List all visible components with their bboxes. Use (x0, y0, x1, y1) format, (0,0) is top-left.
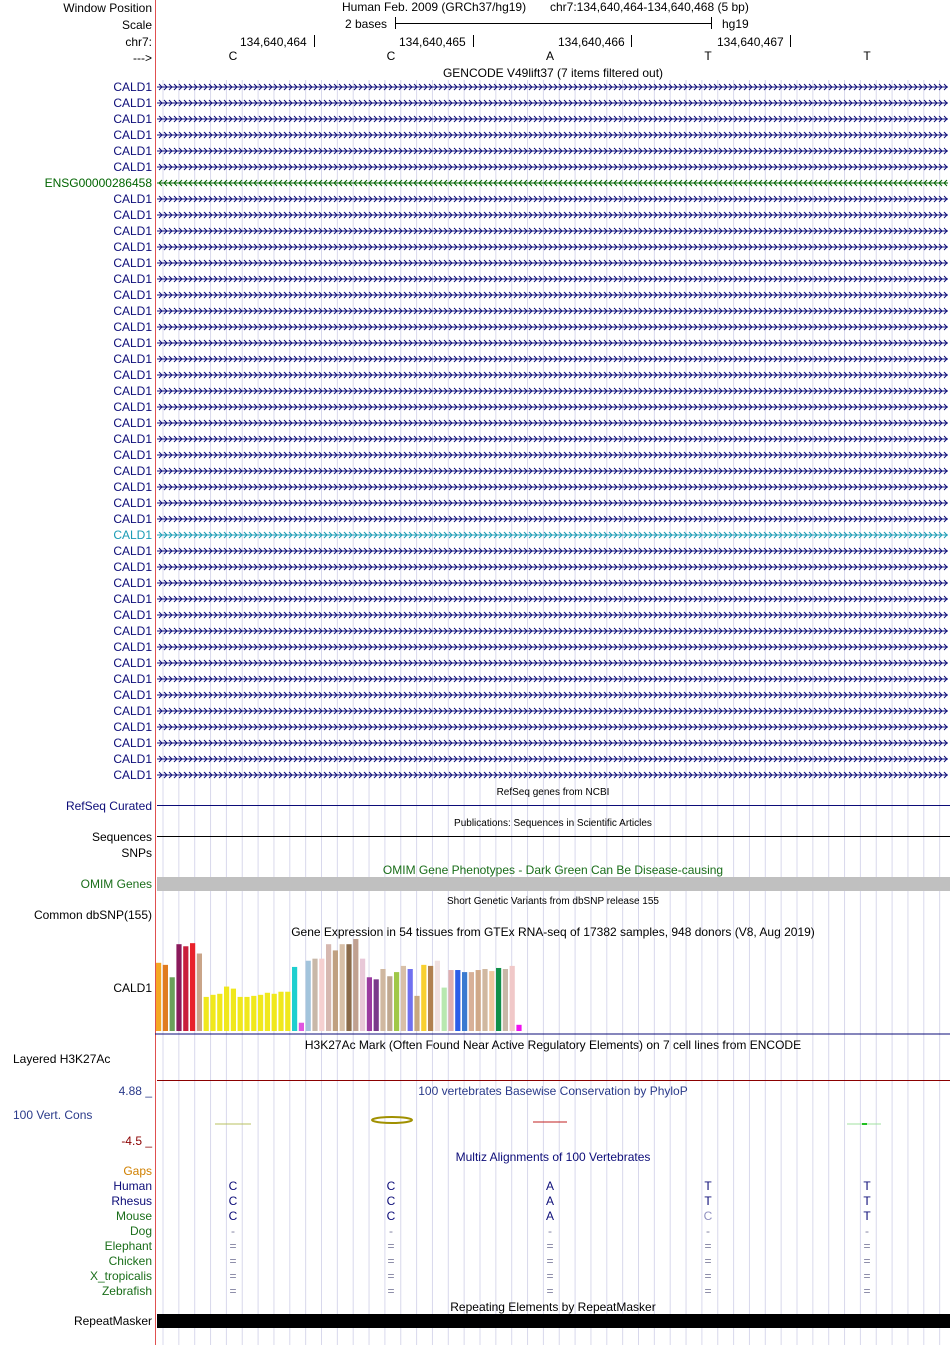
dbsnp-label[interactable]: Common dbSNP(155) (33, 908, 152, 922)
gencode-row-feature[interactable] (157, 594, 948, 604)
gtex-bar[interactable] (374, 979, 379, 1031)
refseq-track-title[interactable]: RefSeq genes from NCBI (496, 787, 610, 798)
multiz-base: = (546, 1284, 554, 1298)
gencode-row-label[interactable]: CALD1 (113, 240, 152, 254)
phylop-max: 4.88 _ (118, 1084, 152, 1098)
gencode-row-feature[interactable] (157, 610, 948, 620)
gtex-bar[interactable] (482, 969, 487, 1031)
multiz-base: T (863, 1179, 871, 1193)
multiz-base: C (703, 1209, 713, 1223)
ref-base-1: C (228, 49, 238, 63)
gtex-bar-chart[interactable] (155, 938, 950, 1035)
gencode-row-label[interactable]: CALD1 (113, 528, 152, 542)
omim-label[interactable]: OMIM Genes (80, 877, 152, 891)
gencode-row-label[interactable]: CALD1 (113, 80, 152, 94)
gtex-bar[interactable] (272, 994, 277, 1031)
gtex-bar[interactable] (244, 997, 249, 1031)
gtex-bar[interactable] (414, 996, 419, 1031)
gencode-row-feature[interactable] (157, 290, 948, 300)
gtex-bar[interactable] (326, 944, 331, 1031)
gencode-row-feature[interactable] (157, 690, 948, 700)
gencode-row-feature[interactable] (157, 370, 948, 380)
gencode-row-feature[interactable] (157, 162, 948, 172)
multiz-base: = (546, 1254, 554, 1268)
gtex-bar[interactable] (238, 997, 243, 1031)
gtex-bar[interactable] (503, 969, 508, 1031)
gencode-row-feature[interactable] (157, 626, 948, 636)
gencode-track-title[interactable]: GENCODE V49lift37 (7 items filtered out) (442, 66, 664, 80)
gencode-row-feature[interactable] (157, 322, 948, 332)
multiz-base: = (863, 1254, 871, 1268)
gencode-row-label[interactable]: CALD1 (113, 368, 152, 382)
gencode-row-label[interactable]: CALD1 (113, 608, 152, 622)
assembly-title: Human Feb. 2009 (GRCh37/hg19) (342, 0, 527, 14)
gencode-row-feature[interactable] (157, 402, 948, 412)
gtex-bar[interactable] (421, 965, 426, 1031)
gtex-bar[interactable] (163, 965, 168, 1031)
multiz-base: C (386, 1209, 396, 1223)
gencode-row-label[interactable]: CALD1 (113, 672, 152, 686)
gencode-row-label[interactable]: CALD1 (113, 688, 152, 702)
gtex-bar[interactable] (217, 994, 222, 1031)
multiz-base: - (865, 1224, 869, 1238)
scale-bar-right (711, 17, 712, 29)
dbsnp-track-title[interactable]: Short Genetic Variants from dbSNP release 155 (447, 896, 659, 907)
gencode-row-feature[interactable] (157, 338, 948, 348)
multiz-base: = (546, 1239, 554, 1253)
gencode-row-feature[interactable] (157, 82, 948, 92)
gtex-bar[interactable] (408, 969, 413, 1031)
gencode-row-label[interactable]: CALD1 (113, 320, 152, 334)
multiz-base: C (386, 1194, 396, 1208)
multiz-base: A (545, 1194, 554, 1208)
gencode-row-feature[interactable] (157, 706, 948, 716)
gencode-row-label[interactable]: CALD1 (113, 384, 152, 398)
gencode-row-label[interactable]: CALD1 (113, 272, 152, 286)
gtex-bar[interactable] (265, 993, 270, 1031)
phylop-plot[interactable] (155, 1110, 950, 1132)
gencode-row-feature[interactable] (157, 306, 948, 316)
gtex-bar[interactable] (156, 963, 161, 1031)
multiz-base: = (387, 1254, 395, 1268)
multiz-species-label[interactable]: Mouse (115, 1209, 152, 1223)
multiz-species-label[interactable]: Rhesus (111, 1194, 152, 1208)
gencode-row-feature[interactable] (157, 418, 948, 428)
gencode-row-label[interactable]: CALD1 (113, 224, 152, 238)
gtex-bar[interactable] (428, 966, 433, 1031)
multiz-species-label[interactable]: Chicken (108, 1254, 152, 1268)
gencode-row-feature[interactable] (157, 258, 948, 268)
gencode-row-feature[interactable] (157, 770, 948, 780)
gtex-bar[interactable] (170, 977, 175, 1031)
gtex-bar[interactable] (258, 995, 263, 1031)
gencode-row-label[interactable]: CALD1 (113, 640, 152, 654)
multiz-species-label[interactable]: Zebrafish (101, 1284, 152, 1298)
multiz-base: T (863, 1209, 871, 1223)
phylop-mark (372, 1117, 412, 1123)
multiz-base: = (863, 1239, 871, 1253)
gencode-row-label[interactable]: CALD1 (113, 304, 152, 318)
tick-mark-2 (473, 35, 474, 47)
multiz-base: A (545, 1179, 554, 1193)
gtex-bar[interactable] (306, 961, 311, 1031)
multiz-base: = (863, 1284, 871, 1298)
gencode-row-feature[interactable] (157, 642, 948, 652)
gencode-row-feature[interactable] (157, 194, 948, 204)
multiz-gaps-label[interactable]: Gaps (123, 1164, 152, 1178)
gtex-bar[interactable] (251, 996, 256, 1031)
window-position-label: Window Position (63, 1, 152, 15)
h3k27ac-track-title[interactable]: H3K27Ac Mark (Often Found Near Active Regulatory Elements) on 7 cell lines from ENCODE (304, 1038, 802, 1052)
gencode-row-feature[interactable] (157, 498, 948, 508)
tick-3: 134,640,466 (558, 35, 625, 49)
gtex-track-title[interactable]: Gene Expression in 54 tissues from GTEx RNA-seq of 17382 samples, 948 donors (V8, Aug 2019) (291, 925, 815, 939)
gencode-row-feature[interactable] (157, 178, 948, 188)
multiz-base: T (704, 1194, 712, 1208)
gencode-row-label[interactable]: CALD1 (113, 288, 152, 302)
gencode-row-label[interactable]: CALD1 (113, 336, 152, 350)
tick-1: 134,640,464 (240, 35, 307, 49)
gencode-row-feature[interactable] (157, 674, 948, 684)
gtex-bar[interactable] (190, 943, 195, 1031)
omim-track-title[interactable]: OMIM Gene Phenotypes - Dark Green Can Be Disease-causing (382, 863, 724, 877)
gtex-bar[interactable] (183, 946, 188, 1031)
gencode-row-feature[interactable] (157, 98, 948, 108)
gtex-bar[interactable] (210, 995, 215, 1031)
gencode-row-label[interactable]: CALD1 (113, 656, 152, 670)
ref-base-3: A (545, 49, 554, 63)
refseq-label[interactable]: RefSeq Curated (65, 799, 152, 813)
gtex-bar[interactable] (394, 972, 399, 1031)
gtex-bar[interactable] (380, 969, 385, 1031)
multiz-base: = (704, 1254, 712, 1268)
gencode-row-label[interactable]: CALD1 (113, 768, 152, 782)
gencode-row-feature[interactable] (157, 738, 948, 748)
scale-bar (395, 23, 712, 24)
multiz-base: = (546, 1269, 554, 1283)
gencode-row-label[interactable]: CALD1 (113, 448, 152, 462)
multiz-base: = (704, 1239, 712, 1253)
multiz-base: = (387, 1239, 395, 1253)
gencode-row-label[interactable]: CALD1 (113, 576, 152, 590)
gencode-row-feature[interactable] (157, 114, 948, 124)
gencode-row-label[interactable]: CALD1 (113, 624, 152, 638)
gtex-bar[interactable] (496, 968, 501, 1031)
gtex-bar[interactable] (319, 959, 324, 1031)
gencode-row-label[interactable]: CALD1 (113, 256, 152, 270)
gencode-row-feature[interactable] (157, 754, 948, 764)
gencode-row-feature[interactable] (157, 274, 948, 284)
gtex-bar[interactable] (435, 961, 440, 1031)
multiz-species-label[interactable]: Elephant (104, 1239, 152, 1253)
gencode-row-label[interactable]: CALD1 (113, 400, 152, 414)
gencode-row-label[interactable]: CALD1 (113, 416, 152, 430)
gencode-row-feature[interactable] (157, 658, 948, 668)
phylop-label[interactable]: 100 Vert. Cons (13, 1108, 93, 1122)
gencode-row-label[interactable]: CALD1 (113, 592, 152, 606)
gtex-bar[interactable] (353, 939, 358, 1031)
gencode-row-label[interactable]: CALD1 (113, 96, 152, 110)
gencode-row-feature[interactable] (157, 466, 948, 476)
tick-2: 134,640,465 (399, 35, 466, 49)
gencode-row-feature[interactable] (157, 146, 948, 156)
gencode-row-label[interactable]: CALD1 (113, 160, 152, 174)
gtex-bar[interactable] (340, 944, 345, 1031)
gencode-row-label[interactable]: CALD1 (113, 544, 152, 558)
gtex-bar[interactable] (231, 989, 236, 1031)
gencode-row-label[interactable]: CALD1 (113, 144, 152, 158)
multiz-base: A (545, 1209, 554, 1223)
gencode-row-label[interactable]: CALD1 (113, 192, 152, 206)
gtex-bar[interactable] (312, 959, 317, 1031)
gencode-row-label[interactable]: CALD1 (113, 112, 152, 126)
phylop-mark (862, 1123, 867, 1125)
gtex-bar[interactable] (448, 970, 453, 1031)
gtex-bar[interactable] (455, 970, 460, 1031)
gencode-row-feature[interactable] (157, 722, 948, 732)
gtex-bar[interactable] (299, 1023, 304, 1031)
gencode-row-label[interactable]: CALD1 (113, 352, 152, 366)
label-divider (155, 0, 156, 1345)
multiz-species-label[interactable]: X_tropicalis (89, 1269, 152, 1283)
gencode-row-label[interactable]: CALD1 (113, 432, 152, 446)
multiz-base: = (387, 1284, 395, 1298)
gencode-row-feature[interactable] (157, 434, 948, 444)
gtex-bar[interactable] (176, 944, 181, 1031)
gtex-bar[interactable] (204, 997, 209, 1031)
multiz-species-label[interactable]: Human (113, 1179, 152, 1193)
multiz-base: C (386, 1179, 396, 1193)
multiz-base: - (389, 1224, 393, 1238)
gencode-row-feature[interactable] (157, 562, 948, 572)
gtex-bar[interactable] (333, 950, 338, 1031)
gencode-row-feature[interactable] (157, 354, 948, 364)
ref-base-5: T (863, 49, 871, 63)
gencode-row-label[interactable]: CALD1 (113, 720, 152, 734)
window-position[interactable]: chr7:134,640,464-134,640,468 (5 bp) (550, 0, 749, 14)
gtex-bar[interactable] (476, 970, 481, 1031)
multiz-base: C (228, 1179, 238, 1193)
h3k27ac-baseline (157, 1080, 950, 1081)
phylop-track-title[interactable]: 100 vertebrates Basewise Conservation by PhyloP (418, 1084, 688, 1098)
multiz-base: = (704, 1284, 712, 1298)
multiz-base: - (706, 1224, 710, 1238)
multiz-species-label[interactable]: Dog (129, 1224, 152, 1238)
tick-mark-1 (314, 35, 315, 47)
gtex-bar[interactable] (469, 972, 474, 1031)
ref-base-2: C (386, 49, 396, 63)
gencode-row-label[interactable]: CALD1 (113, 496, 152, 510)
strand-label: ---> (133, 51, 152, 65)
gtex-bar[interactable] (401, 966, 406, 1031)
gtex-bar[interactable] (510, 966, 515, 1031)
pubs-label-sequences[interactable]: Sequences (91, 830, 152, 844)
multiz-base: = (704, 1269, 712, 1283)
gencode-row-label[interactable]: CALD1 (113, 512, 152, 526)
gencode-row-feature[interactable] (157, 530, 948, 540)
gencode-row-label[interactable]: CALD1 (113, 560, 152, 574)
h3k27ac-label[interactable]: Layered H3K27Ac (13, 1052, 111, 1066)
gencode-row-feature[interactable] (157, 386, 948, 396)
gencode-row-feature[interactable] (157, 242, 948, 252)
repeatmasker-label[interactable]: RepeatMasker (73, 1314, 152, 1328)
multiz-track-title[interactable]: Multiz Alignments of 100 Vertebrates (455, 1150, 651, 1164)
multiz-base: C (228, 1209, 238, 1223)
gencode-row-feature[interactable] (157, 130, 948, 140)
gtex-bar[interactable] (516, 1025, 521, 1031)
gtex-bar[interactable] (367, 977, 372, 1031)
multiz-base: = (387, 1269, 395, 1283)
multiz-base: C (228, 1194, 238, 1208)
gencode-row-label[interactable]: CALD1 (113, 128, 152, 142)
gtex-bar[interactable] (278, 992, 283, 1031)
gencode-row-feature[interactable] (157, 578, 948, 588)
gtex-bar[interactable] (360, 959, 365, 1031)
repeatmasker-track-title[interactable]: Repeating Elements by RepeatMasker (450, 1300, 656, 1314)
tick-4: 134,640,467 (717, 35, 784, 49)
gtex-bar[interactable] (387, 976, 392, 1031)
multiz-base: T (704, 1179, 712, 1193)
pubs-feature[interactable] (157, 836, 950, 837)
gencode-row-feature[interactable] (157, 210, 948, 220)
tick-mark-4 (790, 35, 791, 47)
gencode-row-label[interactable]: ENSG00000286458 (44, 176, 152, 190)
scale-text: 2 bases (345, 17, 388, 31)
ref-base-4: T (704, 49, 712, 63)
gtex-bar[interactable] (285, 992, 290, 1031)
omim-feature[interactable] (157, 877, 950, 891)
gencode-row-label[interactable]: CALD1 (113, 208, 152, 222)
gtex-label[interactable]: CALD1 (113, 981, 152, 995)
scale-label: Scale (121, 18, 152, 32)
db-label: hg19 (722, 17, 749, 31)
tick-mark-3 (631, 35, 632, 47)
pubs-track-title[interactable]: Publications: Sequences in Scientific Articles (454, 818, 652, 829)
multiz-base: - (548, 1224, 552, 1238)
multiz-base: T (863, 1194, 871, 1208)
multiz-base: = (863, 1269, 871, 1283)
gtex-bar[interactable] (442, 988, 447, 1031)
gtex-bar[interactable] (489, 971, 494, 1031)
pubs-label-snps[interactable]: SNPs (121, 846, 152, 860)
gencode-row-feature[interactable] (157, 482, 948, 492)
gencode-row-label[interactable]: CALD1 (113, 752, 152, 766)
multiz-base: = (229, 1254, 237, 1268)
multiz-base: = (229, 1269, 237, 1283)
chr-label: chr7: (125, 35, 152, 49)
refseq-feature[interactable] (157, 805, 950, 806)
repeatmasker-feature[interactable] (157, 1314, 950, 1328)
gencode-row-feature[interactable] (157, 226, 948, 236)
gtex-bar[interactable] (224, 987, 229, 1031)
gencode-row-label[interactable]: CALD1 (113, 464, 152, 478)
gencode-row-label[interactable]: CALD1 (113, 736, 152, 750)
gencode-row-feature[interactable] (157, 514, 948, 524)
gtex-bar[interactable] (462, 972, 467, 1031)
gencode-row-feature[interactable] (157, 450, 948, 460)
multiz-base: = (229, 1284, 237, 1298)
multiz-base: - (231, 1224, 235, 1238)
phylop-min: -4.5 _ (121, 1134, 152, 1148)
gencode-row-label[interactable]: CALD1 (113, 704, 152, 718)
gtex-bar[interactable] (346, 944, 351, 1031)
gtex-bar[interactable] (197, 954, 202, 1032)
multiz-base: = (229, 1239, 237, 1253)
gtex-bar[interactable] (292, 967, 297, 1031)
gencode-row-feature[interactable] (157, 546, 948, 556)
gencode-row-label[interactable]: CALD1 (113, 480, 152, 494)
